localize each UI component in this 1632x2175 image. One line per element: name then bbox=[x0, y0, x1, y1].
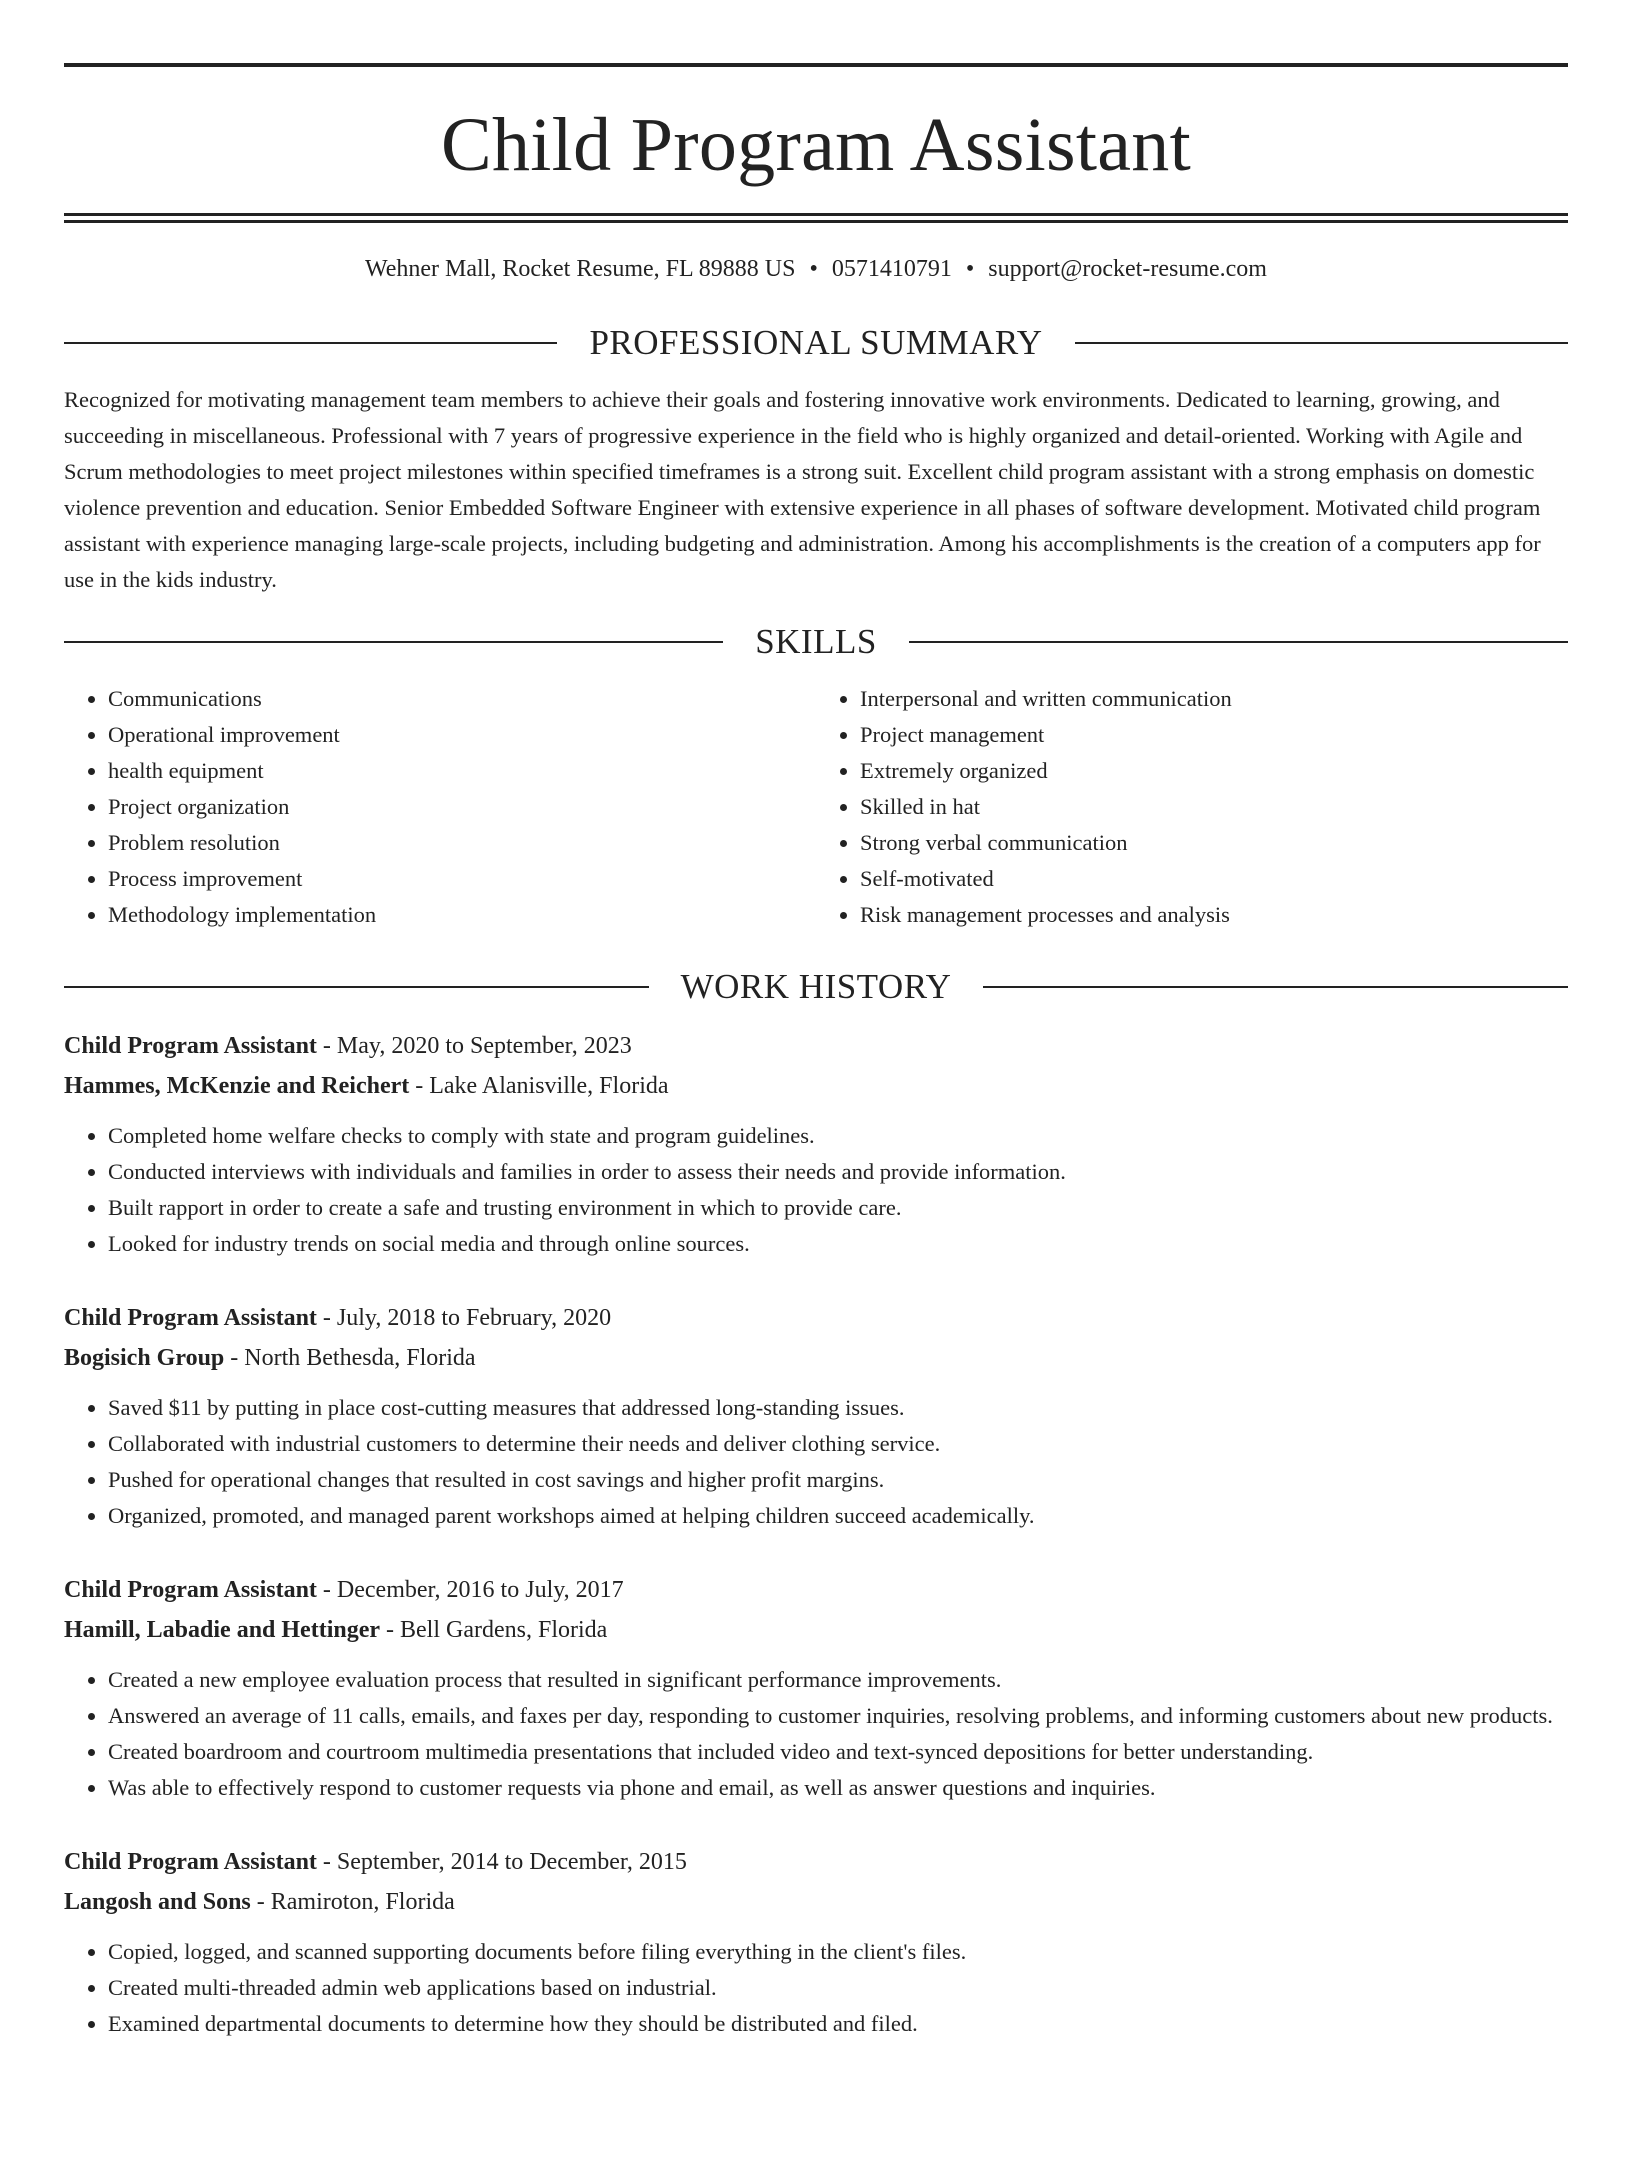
job-bullet: • Organized, promoted, and managed parent workshops aimed at helping children succeed academically. bbox=[108, 1498, 1568, 1534]
job-entry bbox=[64, 1026, 1568, 1262]
contact-address: Wehner Mall, Rocket Resume, FL 89888 US bbox=[365, 256, 796, 282]
skill-item: • Project management bbox=[860, 717, 1568, 753]
skill-item: • Interpersonal and written communication bbox=[860, 681, 1568, 717]
skills-list-right bbox=[816, 681, 1568, 933]
contact-separator: • bbox=[809, 256, 818, 282]
job-title: Child Program Assistant bbox=[64, 1577, 317, 1603]
job-company-line bbox=[64, 1066, 1568, 1106]
job-title-line bbox=[64, 1842, 1568, 1882]
heading-rule bbox=[64, 986, 649, 988]
job-bullet: • Was able to effectively respond to customer requests via phone and email, as well as answer questions and inquiries. bbox=[108, 1770, 1568, 1806]
job-bullet: • Examined departmental documents to determine how they should be distributed and filed. bbox=[108, 2006, 1568, 2042]
job-title: Child Program Assistant bbox=[64, 1033, 317, 1059]
job-company: Hamill, Labadie and Hettinger bbox=[64, 1617, 381, 1643]
skill-item: • Self-motivated bbox=[860, 861, 1568, 897]
skills-heading bbox=[64, 624, 1568, 659]
job-dates: - December, 2016 to July, 2017 bbox=[316, 1577, 624, 1603]
job-bullets bbox=[64, 1662, 1568, 1806]
job-company: Langosh and Sons bbox=[64, 1889, 251, 1915]
job-location: - Lake Alanisville, Florida bbox=[409, 1073, 669, 1099]
skills-list-left bbox=[64, 681, 816, 933]
job-entry bbox=[64, 1570, 1568, 1806]
heading-rule bbox=[64, 342, 557, 344]
skill-item: • Process improvement bbox=[108, 861, 816, 897]
job-bullet: • Answered an average of 11 calls, emails, and faxes per day, responding to customer inquiries, resolving problems, and informing customers about new products. bbox=[108, 1698, 1568, 1734]
job-location: - Ramiroton, Florida bbox=[250, 1889, 455, 1915]
heading-rule bbox=[1075, 342, 1568, 344]
skills-heading-title: SKILLS bbox=[755, 622, 877, 661]
job-title: Child Program Assistant bbox=[64, 1305, 317, 1331]
contact-separator: • bbox=[965, 256, 975, 282]
job-bullet: • Pushed for operational changes that resulted in cost savings and higher profit margins. bbox=[108, 1462, 1568, 1498]
job-title-line bbox=[64, 1026, 1568, 1066]
job-bullet: • Collaborated with industrial customers to determine their needs and deliver clothing service. bbox=[108, 1426, 1568, 1462]
job-bullets bbox=[64, 1390, 1568, 1534]
job-dates: - September, 2014 to December, 2015 bbox=[316, 1849, 687, 1875]
job-company-line bbox=[64, 1882, 1568, 1922]
job-dates: - July, 2018 to February, 2020 bbox=[316, 1305, 612, 1331]
job-dates: - May, 2020 to September, 2023 bbox=[316, 1033, 632, 1059]
job-title: Child Program Assistant bbox=[64, 1849, 317, 1875]
job-bullet: • Saved $11 by putting in place cost-cutting measures that addressed long-standing issues. bbox=[108, 1390, 1568, 1426]
job-bullet: • Built rapport in order to create a safe and trusting environment in which to provide care. bbox=[108, 1190, 1568, 1226]
job-entry bbox=[64, 1298, 1568, 1534]
work-heading-title: WORK HISTORY bbox=[680, 967, 952, 1006]
contact-line bbox=[64, 257, 1568, 281]
resume-page bbox=[0, 63, 1632, 2175]
skills-columns bbox=[64, 681, 1568, 933]
summary-text: Recognized for motivating management team members to achieve their goals and fostering innovative work environments. Dedicated to learning, growing, and succeeding in miscellaneous. Professional with 7 years of progressive experience in the field who is highly organized and detail-oriented. Working with Agile and Scrum methodologies to meet project milestones within specified timeframes is a strong suit. Excellent child program assistant with a strong emphasis on domestic violence prevention and education. Senior Embedded Software Engineer with extensive experience in all phases of software development. Motivated child program assistant with experience managing large-scale projects, including budgeting and administration. Among his accomplishments is the creation of a computers app for use in the kids industry. bbox=[64, 387, 1541, 592]
summary-heading-title: PROFESSIONAL SUMMARY bbox=[589, 323, 1043, 362]
job-location: - Bell Gardens, Florida bbox=[380, 1617, 608, 1643]
job-title-line bbox=[64, 1298, 1568, 1338]
skill-item: • Strong verbal communication bbox=[860, 825, 1568, 861]
job-bullet: • Looked for industry trends on social media and through online sources. bbox=[108, 1226, 1568, 1262]
summary-heading bbox=[64, 325, 1568, 360]
skill-item: • Extremely organized bbox=[860, 753, 1568, 789]
job-entry bbox=[64, 1842, 1568, 2042]
job-bullets bbox=[64, 1118, 1568, 1262]
skill-item: • health equipment bbox=[108, 753, 816, 789]
skill-item: • Risk management processes and analysis bbox=[860, 897, 1568, 933]
job-bullet: • Copied, logged, and scanned supporting documents before filing everything in the client's files. bbox=[108, 1934, 1568, 1970]
title-double-rule bbox=[64, 213, 1568, 223]
job-bullets bbox=[64, 1934, 1568, 2042]
job-bullet: • Created multi-threaded admin web applications based on industrial. bbox=[108, 1970, 1568, 2006]
skill-item: • Communications bbox=[108, 681, 816, 717]
skill-item: • Skilled in hat bbox=[860, 789, 1568, 825]
job-bullet: • Created a new employee evaluation process that resulted in significant performance improvements. bbox=[108, 1662, 1568, 1698]
work-heading bbox=[64, 969, 1568, 1004]
skill-item: • Operational improvement bbox=[108, 717, 816, 753]
heading-rule bbox=[909, 641, 1568, 643]
resume-title: Child Program Assistant bbox=[440, 103, 1192, 187]
job-company: Bogisich Group bbox=[64, 1345, 225, 1371]
heading-rule bbox=[64, 641, 723, 643]
contact-email: support@rocket-resume.com bbox=[988, 256, 1267, 282]
job-company-line bbox=[64, 1610, 1568, 1650]
skill-item: • Methodology implementation bbox=[108, 897, 816, 933]
heading-rule bbox=[983, 986, 1568, 988]
skill-item: • Problem resolution bbox=[108, 825, 816, 861]
job-bullet: • Completed home welfare checks to comply with state and program guidelines. bbox=[108, 1118, 1568, 1154]
job-company-line bbox=[64, 1338, 1568, 1378]
skill-item: • Project organization bbox=[108, 789, 816, 825]
job-title-line bbox=[64, 1570, 1568, 1610]
job-company: Hammes, McKenzie and Reichert bbox=[64, 1073, 410, 1099]
top-rule bbox=[64, 63, 1568, 67]
job-bullet: • Created boardroom and courtroom multimedia presentations that included video and text-synced depositions for better understanding. bbox=[108, 1734, 1568, 1770]
job-location: - North Bethesda, Florida bbox=[224, 1345, 476, 1371]
job-bullet: • Conducted interviews with individuals and families in order to assess their needs and provide information. bbox=[108, 1154, 1568, 1190]
contact-phone: 0571410791 bbox=[831, 256, 952, 282]
